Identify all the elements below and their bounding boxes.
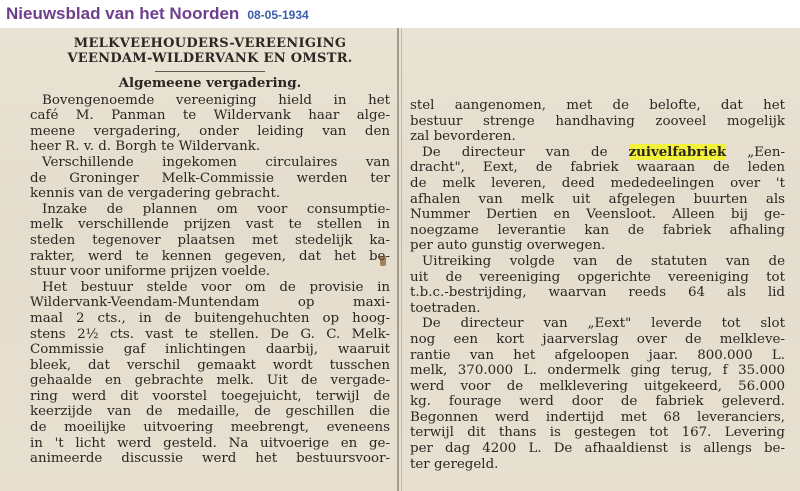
text-line: steden tegenover plaatsen met stedelijk ka- [30,232,390,248]
text-line: dracht", Eext, de fabriek waaraan de leden [410,160,785,176]
text-line: Begonnen werd indertijd met 68 leveranciers, [410,409,785,425]
text-line: ring werd dit voorstel toegejuicht, terwijl de [30,388,390,404]
text-line: Commissie gaf inlichtingen daarbij, waaruit [30,342,390,358]
text-line: De directeur van „Eext" leverde tot slot [422,316,785,332]
text-line: noegzame leverantie kan de fabriek afhaling [410,222,785,238]
text-line: Het bestuur stelde voor om de provisie in [42,279,390,295]
text-line: heer R. v. d. Borgh te Wildervank. [30,139,261,155]
newspaper-clipping [0,28,800,491]
text-line: rakter, werd te kennen gegeven, dat het be- [30,248,390,264]
column-divider [397,28,399,491]
text-line: nog een kort jaarverslag over de melkleve- [410,331,785,347]
newspaper-title[interactable]: Nieuwsblad van het Noorden [6,4,240,23]
text-line: de melk leveren, deed mededeelingen over 't [410,175,785,191]
text-line: gehaalde en gebrachte melk. Uit de vergade- [30,373,390,389]
search-term-highlight[interactable]: zuivelfabriek [628,143,727,160]
publication-date: 08-05-1934 [247,8,309,22]
text-line: per dag 4200 L. De afhaaldienst is allengs be- [410,441,785,457]
headline-line-1: MELKVEEHOUDERS-VEREENIGING [73,36,347,51]
text-line: stens 2½ cts. vast te stellen. De G. C. Melk- [30,326,390,342]
text-fragment: „Een- [747,144,785,160]
text-line: t.b.c.-bestrijding, waarvan reeds 64 als lid [410,285,785,301]
text-line: Inzake de plannen om voor consumptie- [42,201,390,217]
text-line: Nummer Dertien en Veensloot. Alleen bij ge- [410,207,785,223]
text-line: per auto gunstig overwegen. [410,238,606,254]
text-line: uit de vereeniging opgerichte vereeniging tot [410,269,785,285]
text-line: Wildervank-Veendam-Muntendam op maxi- [30,295,390,311]
text-line: animeerde discussie werd het bestuursvoor- [30,451,390,467]
text-line: Uitreiking volgde van de statuten van de [422,253,785,269]
text-line: bestuur strenge handhaving zooveel mogelijk [410,113,785,129]
text-line: bleek, dat verschil gemaakt wordt tusschen [30,357,390,373]
text-line: ter geregeld. [410,456,499,472]
text-line: kg. fourage werd door de fabriek geleverd. [410,394,785,410]
text-line: Verschillende ingekomen circulaires van [42,154,390,170]
text-line: melk, 370.000 L. ondermelk ging terug, f 35.000 [410,363,785,379]
text-line: toetraden. [410,300,481,316]
text-line: stel aangenomen, met de belofte, dat het [410,98,785,113]
column-divider-shadow [401,28,402,491]
text-line: meene vergadering, onder leiding van den [30,123,390,139]
text-line: de Groninger Melk-Commissie werden ter [30,170,390,186]
text-line: maal 2 cts., in de buitengehuchten op hoog- [30,310,390,326]
text-line: café M. Panman te Wildervank haar alge- [30,108,390,124]
text-line: afhalen van melk uit afgelegen buurten als [410,191,785,207]
article-subheading: Algemeene vergadering. [118,75,302,91]
left-column [30,28,390,467]
text-line: werd voor de melklevering uitgekeerd, 56.000 [410,378,785,394]
newspaper-header [0,0,800,28]
text-line: stuur voor uniforme prijzen voelde. [30,264,271,280]
text-fragment: De directeur van de [422,144,608,160]
right-column [410,98,785,472]
text-line: kennis van de vergadering gebracht. [30,186,281,202]
text-line: zal bevorderen. [410,129,516,145]
text-line: Bovengenoemde vereeniging hield in het [42,92,390,108]
text-line: melk verschillende prijzen vast te stellen in [30,217,390,233]
text-line-with-highlight [410,145,785,161]
headline-line-2: VEENDAM-WILDERVANK EN OMSTR. [67,51,353,66]
text-line: terwijl dit thans is gestegen tot 167. Levering [410,425,785,441]
text-line: rantie van het afgeloopen jaar. 800.000 L. [410,347,785,363]
headline-rule [155,71,265,72]
text-line: in 't licht werd gesteld. Na uitvoerige en ge- [30,435,390,451]
text-line: de moeilijke uitvoering meebrengt, eveneens [30,420,390,436]
text-line: keerzijde van de medaille, de geschillen die [30,404,390,420]
